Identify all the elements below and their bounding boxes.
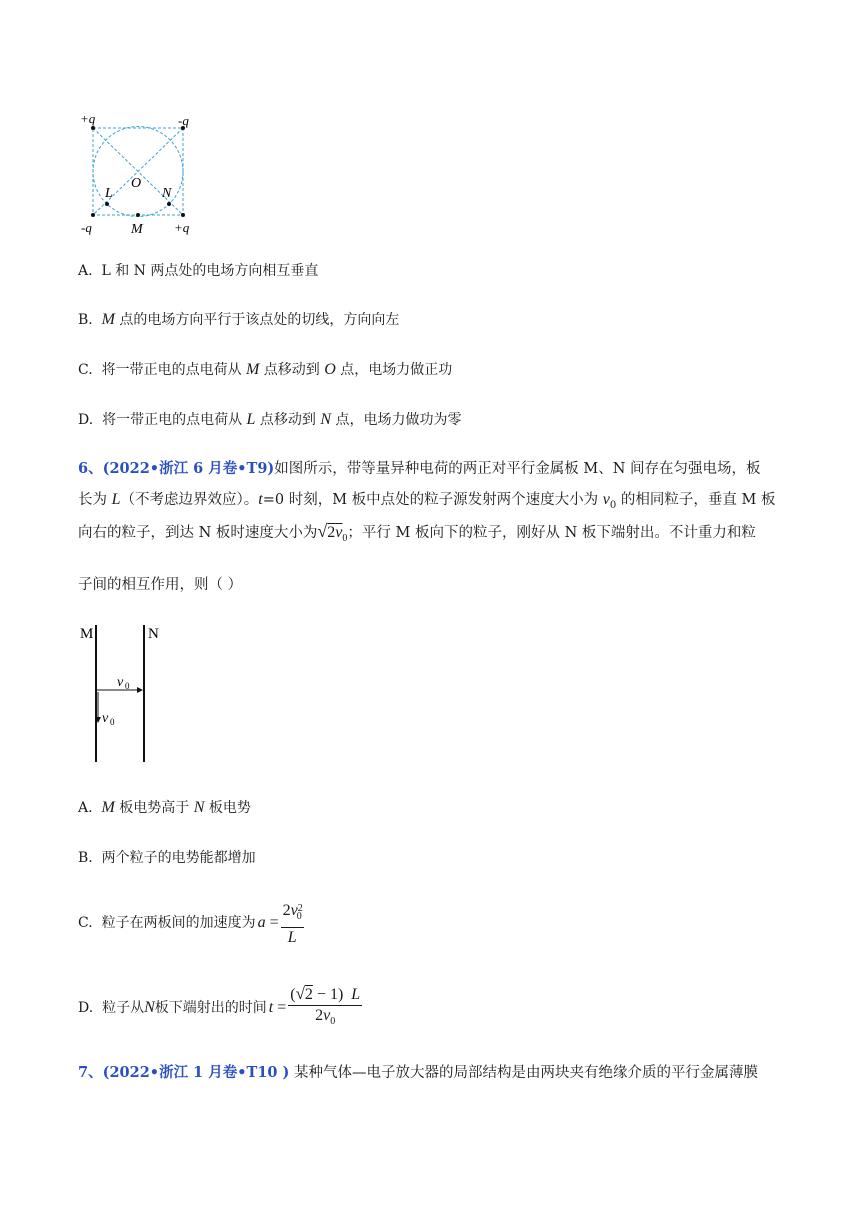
label-O: O (131, 176, 142, 191)
q5-option-d[interactable]: D. 将一带正电的点电荷从 L 点移动到 N 点，电场力做功为零 (78, 411, 462, 428)
svg-text:v: v (117, 675, 124, 690)
label-minus-q-tr: -q (178, 113, 189, 128)
q7-line-1: 7、(2022•浙江 1 月卷•T10 ) 某种气体—电子放大器的局部结构是由两块夹有绝缘介质的平行金属薄膜 (78, 1064, 759, 1081)
label-N: N (162, 186, 172, 201)
svg-text:0: 0 (125, 681, 130, 691)
q6-line-1: 6、(2022•浙江 6 月卷•T9)如图所示，带等量异种电荷的两正对平行金属板 M、N 间存在匀强电场，板 (78, 460, 761, 477)
label-plate-n: N (148, 626, 159, 642)
q6-line-2: 长为 L（不考虑边界效应）。t=0 时刻，M 板中点处的粒子源发射两个速度大小为 $v_0$ 的相同粒子，垂直 M 板 (78, 491, 776, 511)
q6-line-3: 向右的粒子，到达 N 板时速度大小为$√2v_0$；平行 M 板向下的粒子，刚好从 N 板下端射出。不计重力和粒 (78, 521, 756, 545)
svg-text:0: 0 (110, 717, 115, 727)
q6-option-d[interactable]: D. 粒子从 N 板下端射出的时间 t = $\frac{(√2 - 1) L}{2v_0}$ (78, 983, 361, 1028)
label-plate-m: M (80, 626, 94, 642)
q5-option-c[interactable]: C. 将一带正电的点电荷从 M 点移动到 O 点，电场力做正功 (78, 361, 453, 378)
charge-square-diagram (78, 108, 198, 238)
parallel-plates-diagram (75, 622, 175, 767)
sqrt2-v0-expression: $√2v_0$ (317, 521, 348, 545)
label-minus-q-bl: -q (81, 220, 92, 235)
q5-option-b[interactable]: B. M 点的电场方向平行于该点处的切线，方向向左 (78, 311, 400, 328)
label-plus-q-br: +q (174, 220, 190, 235)
q6-option-a[interactable]: A. M 板电势高于 N 板电势 (78, 799, 251, 816)
q7-heading: 7、(2022•浙江 1 月卷•T10 ) (78, 1064, 290, 1081)
svg-text:v: v (102, 711, 109, 726)
label-M: M (131, 222, 143, 237)
acceleration-formula: a = (257, 914, 279, 931)
q6-option-c[interactable]: C. 粒子在两板间的加速度为 a = $\frac{2v^2_0}{L}$ (78, 898, 306, 948)
time-formula: t = (268, 999, 287, 1016)
q5-option-a[interactable]: A. L 和 N 两点处的电场方向相互垂直 (78, 263, 319, 279)
label-plus-q-tl: +q (80, 111, 96, 126)
q6-option-b[interactable]: B. 两个粒子的电势能都增加 (78, 850, 256, 866)
q6-line-4: 子间的相互作用，则（ ） (78, 577, 243, 593)
q6-heading: 6、(2022•浙江 6 月卷•T9) (78, 460, 275, 477)
label-L: L (105, 186, 113, 201)
